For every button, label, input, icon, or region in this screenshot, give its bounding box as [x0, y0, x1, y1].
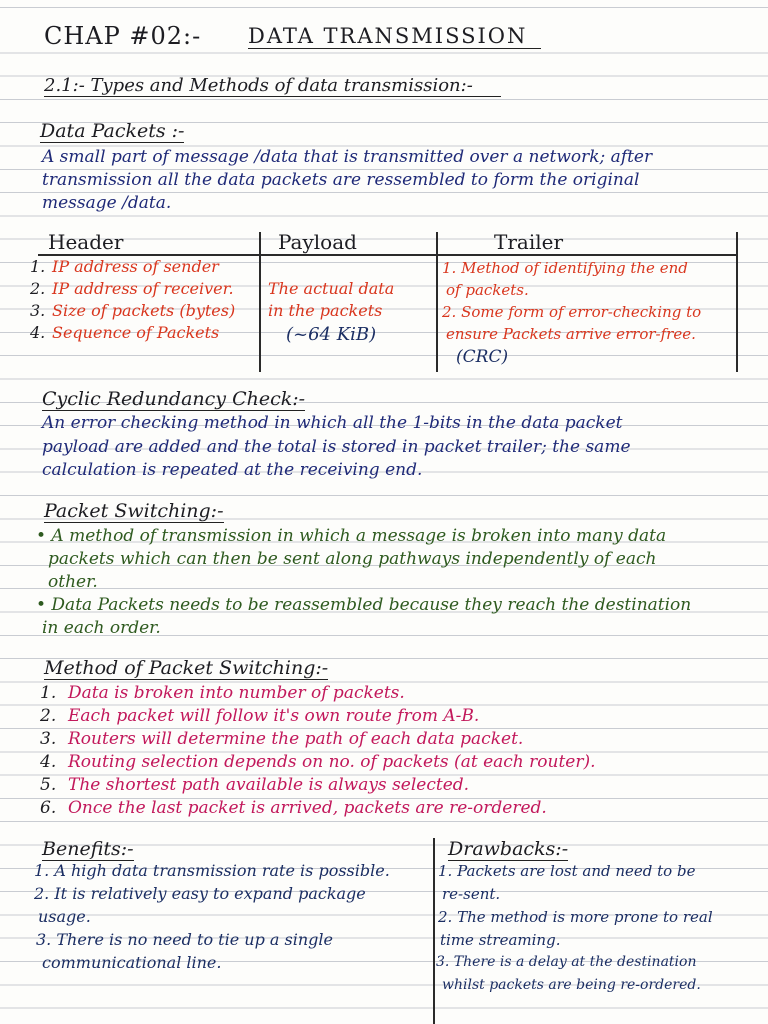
- crc-line-3: calculation is repeated at the receiving end.: [42, 460, 423, 480]
- method-heading: Method of Packet Switching:-: [44, 657, 329, 679]
- drawbacks-line-2: re-sent.: [442, 885, 501, 903]
- drawbacks-heading: Drawbacks:-: [448, 838, 569, 860]
- table-header-trailer: Trailer: [494, 230, 564, 254]
- data-packets-line-3: message /data.: [42, 193, 172, 213]
- method-item-5-text: The shortest path available is always selected.: [68, 775, 470, 795]
- method-item-2-text: Each packet will follow it's own route from A-B.: [68, 706, 480, 726]
- method-item-5-number: 5.: [40, 775, 57, 795]
- benefits-line-5: communicational line.: [42, 953, 222, 972]
- trailer-line-2: of packets.: [446, 281, 529, 299]
- benefits-drawbacks-divider: [433, 838, 435, 1024]
- header-item-4-text: Sequence of Packets: [52, 323, 220, 342]
- crc-line-1: An error checking method in which all the 1-bits in the data packet: [42, 413, 623, 433]
- header-item-2-text: IP address of receiver.: [52, 279, 234, 298]
- payload-line-3: (~64 KiB): [286, 324, 377, 345]
- section-title: 2.1:- Types and Methods of data transmission:-: [44, 75, 501, 97]
- header-item-3-text: Size of packets (bytes): [52, 301, 236, 320]
- method-item-1-text: Data is broken into number of packets.: [68, 683, 405, 703]
- trailer-line-4: ensure Packets arrive error-free.: [446, 325, 696, 343]
- benefits-heading: Benefits:-: [42, 838, 134, 860]
- table-divider-3: [736, 232, 738, 372]
- trailer-line-3: 2. Some form of error-checking to: [442, 303, 702, 321]
- table-header-rule: [38, 254, 738, 256]
- method-item-6-text: Once the last packet is arrived, packets are re-ordered.: [68, 798, 547, 818]
- header-item-3-number: 3.: [30, 301, 46, 320]
- payload-line-2: in the packets: [268, 301, 383, 320]
- table-header-payload: Payload: [278, 230, 357, 254]
- chapter-number: CHAP #02:-: [44, 22, 202, 50]
- method-item-1-number: 1.: [40, 683, 57, 703]
- header-item-1-text: IP address of sender: [52, 257, 219, 276]
- method-item-6-number: 6.: [40, 798, 57, 818]
- trailer-line-5: (CRC): [456, 347, 509, 367]
- method-item-2-number: 2.: [40, 706, 57, 726]
- table-divider-2: [436, 232, 438, 372]
- packet-switching-line-2: packets which can then be sent along pathways independently of each: [48, 549, 657, 569]
- data-packets-line-2: transmission all the data packets are ressembled to form the original: [42, 170, 640, 190]
- header-item-4-number: 4.: [30, 323, 46, 342]
- method-item-4-text: Routing selection depends on no. of packets (at each router).: [68, 752, 596, 772]
- data-packets-line-1: A small part of message /data that is transmitted over a network; after: [42, 147, 653, 167]
- drawbacks-line-4: time streaming.: [440, 931, 561, 949]
- packet-switching-line-4: • Data Packets needs to be reassembled because they reach the destination: [36, 595, 692, 615]
- benefits-line-2: 2. It is relatively easy to expand package: [34, 884, 366, 903]
- trailer-line-1: 1. Method of identifying the end: [442, 259, 688, 277]
- header-item-1-number: 1.: [30, 257, 46, 276]
- drawbacks-line-3: 2. The method is more prone to real: [438, 908, 713, 926]
- benefits-line-4: 3. There is no need to tie up a single: [36, 930, 333, 949]
- method-item-3-number: 3.: [40, 729, 57, 749]
- crc-line-2: payload are added and the total is stored in packet trailer; the same: [42, 437, 631, 457]
- crc-heading: Cyclic Redundancy Check:-: [42, 388, 306, 410]
- packet-switching-line-1: • A method of transmission in which a message is broken into many data: [36, 526, 667, 546]
- header-item-2-number: 2.: [30, 279, 46, 298]
- drawbacks-line-1: 1. Packets are lost and need to be: [438, 862, 696, 880]
- benefits-line-1: 1. A high data transmission rate is possible.: [34, 861, 390, 880]
- chapter-title: DATA TRANSMISSION: [248, 24, 541, 49]
- table-header-header: Header: [48, 230, 124, 254]
- drawbacks-line-6: whilst packets are being re-ordered.: [442, 977, 701, 993]
- method-item-3-text: Routers will determine the path of each data packet.: [68, 729, 524, 749]
- method-item-4-number: 4.: [40, 752, 57, 772]
- drawbacks-line-5: 3. There is a delay at the destination: [436, 954, 697, 970]
- data-packets-heading: Data Packets :-: [40, 120, 185, 142]
- packet-switching-heading: Packet Switching:-: [44, 500, 224, 522]
- benefits-line-3: usage.: [38, 907, 91, 926]
- table-divider-1: [259, 232, 261, 372]
- packet-switching-line-3: other.: [48, 572, 98, 592]
- payload-line-1: The actual data: [268, 279, 395, 298]
- packet-switching-line-5: in each order.: [42, 618, 161, 638]
